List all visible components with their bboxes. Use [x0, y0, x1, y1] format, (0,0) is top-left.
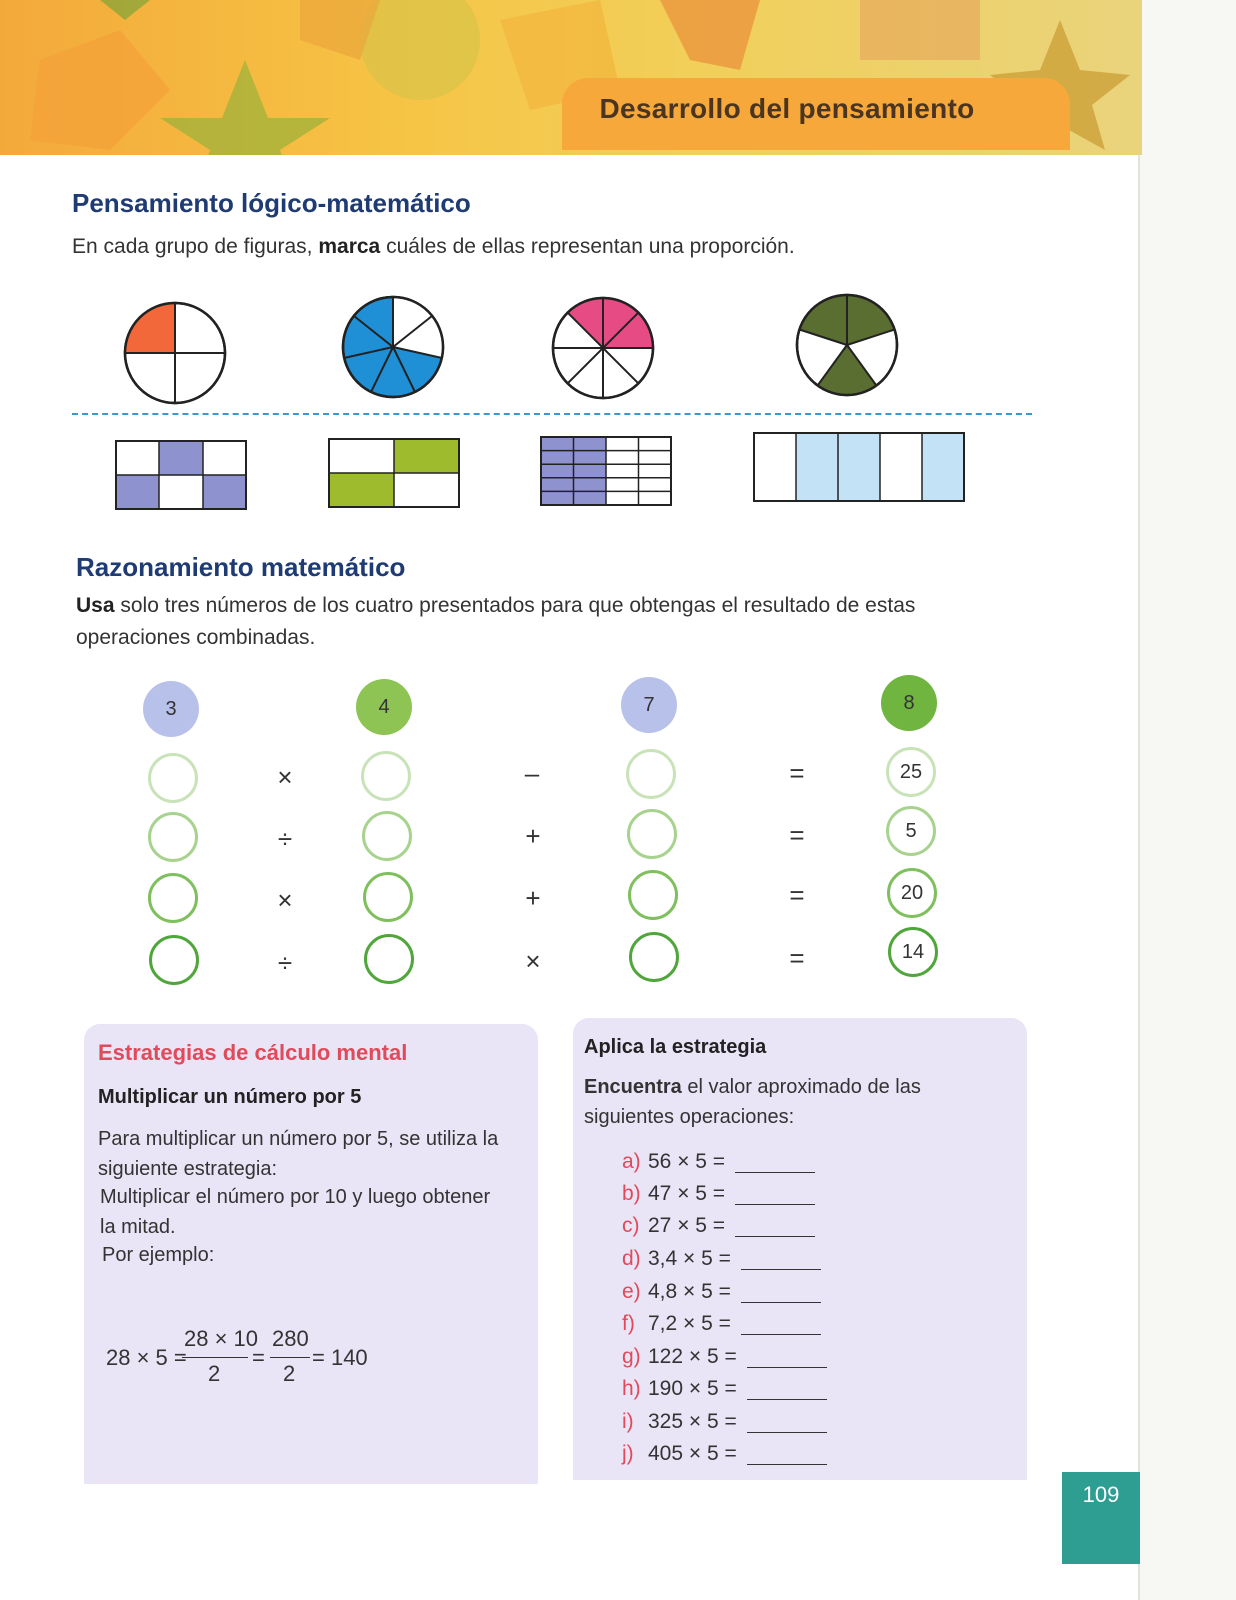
exercise-row — [622, 1406, 827, 1438]
section1-title: Pensamiento lógico-matemático — [72, 188, 471, 218]
exercise-expression: 56 × 5 = — [648, 1150, 726, 1173]
number-7-circle: 7 — [621, 677, 677, 733]
exercise-row — [622, 1146, 815, 1178]
instruction-text: solo tres números de los cuatro presentados para que obtengas el resultado de estas operaciones combinadas. — [76, 594, 916, 649]
apply-instruction-2: siguientes operaciones: — [584, 1106, 795, 1128]
exercise-expression: 122 × 5 = — [648, 1345, 737, 1368]
answer-slot[interactable] — [629, 932, 679, 982]
exercise-letter: c) — [622, 1214, 640, 1237]
answer-slot[interactable] — [628, 870, 678, 920]
section1-instruction — [72, 230, 795, 264]
rect-figure-4[interactable] — [753, 432, 967, 504]
answer-slot[interactable] — [626, 749, 676, 799]
operator: × — [525, 946, 541, 976]
number-3-circle: 3 — [143, 681, 199, 737]
answer-blank[interactable] — [747, 1347, 827, 1368]
exercise-expression: 4,8 × 5 = — [648, 1280, 731, 1303]
exercise-expression: 7,2 × 5 = — [648, 1312, 731, 1335]
strategy-subtitle: Multiplicar un número por 5 — [98, 1086, 362, 1108]
exercise-expression: 27 × 5 = — [648, 1214, 726, 1237]
answer-slot[interactable] — [148, 873, 198, 923]
exercise-expression: 190 × 5 = — [648, 1377, 737, 1400]
strategy-line-3: Multiplicar el número por 10 y luego obtener — [100, 1186, 491, 1208]
apply-title: Aplica la estrategia — [584, 1036, 767, 1058]
result-circle: 14 — [888, 927, 938, 977]
fraction1-numerator: 28 × 10 — [184, 1326, 259, 1351]
equals-sign: = — [789, 758, 805, 788]
exercise-expression: 47 × 5 = — [648, 1182, 726, 1205]
header-banner — [0, 0, 1142, 155]
exercise-row — [622, 1438, 827, 1470]
fraction1-bar — [182, 1357, 248, 1358]
answer-slot[interactable] — [149, 935, 199, 985]
operator: + — [525, 821, 541, 851]
page-edge-line — [1138, 0, 1140, 1600]
answer-blank[interactable] — [735, 1216, 815, 1237]
instruction-bold: Encuentra — [584, 1076, 682, 1098]
equals-sign: = — [789, 943, 805, 973]
exercise-row — [622, 1341, 827, 1373]
answer-blank[interactable] — [735, 1184, 815, 1205]
exercise-row — [622, 1373, 827, 1405]
fraction1-denominator: 2 — [208, 1361, 221, 1386]
answer-blank[interactable] — [741, 1249, 821, 1270]
answer-blank[interactable] — [735, 1152, 815, 1173]
apply-instruction-1 — [584, 1072, 921, 1102]
fraction2-bar — [270, 1357, 310, 1358]
circle-figure-3[interactable] — [548, 293, 658, 403]
number-8-circle: 8 — [881, 675, 937, 731]
strategy-line-1: Para multiplicar un número por 5, se utiliza la — [98, 1128, 499, 1150]
operator: ÷ — [277, 948, 293, 978]
exercise-letter: h) — [622, 1377, 641, 1400]
rect-figure-2[interactable] — [328, 438, 462, 510]
result-circle: 25 — [886, 747, 936, 797]
answer-slot[interactable] — [361, 751, 411, 801]
answer-slot[interactable] — [364, 934, 414, 984]
exercise-letter: f) — [622, 1312, 635, 1335]
equals-sign: = — [789, 880, 805, 910]
instruction-bold: Usa — [76, 594, 115, 617]
equals-sign: = — [789, 820, 805, 850]
answer-blank[interactable] — [747, 1412, 827, 1433]
operator: ÷ — [277, 824, 293, 854]
exercise-expression: 325 × 5 = — [648, 1410, 737, 1433]
answer-blank[interactable] — [741, 1282, 821, 1303]
circle-figure-1[interactable] — [120, 298, 230, 408]
answer-blank[interactable] — [741, 1314, 821, 1335]
exercise-row — [622, 1243, 821, 1275]
result-circle: 5 — [886, 806, 936, 856]
instruction-text: el valor aproximado de las — [687, 1076, 921, 1098]
exercise-letter: e) — [622, 1280, 641, 1303]
example-result: = 140 — [312, 1345, 368, 1370]
exercise-letter: i) — [622, 1410, 634, 1433]
strategy-title: Estrategias de cálculo mental — [98, 1040, 408, 1065]
answer-blank[interactable] — [747, 1379, 827, 1400]
instruction-text: En cada grupo de figuras, — [72, 235, 313, 258]
exercise-letter: g) — [622, 1345, 641, 1368]
answer-slot[interactable] — [362, 811, 412, 861]
exercise-expression: 3,4 × 5 = — [648, 1247, 731, 1270]
instruction-bold: marca — [318, 235, 381, 258]
exercise-letter: b) — [622, 1182, 641, 1205]
answer-slot[interactable] — [363, 872, 413, 922]
number-4-circle: 4 — [356, 679, 412, 735]
operator: × — [277, 885, 293, 915]
circle-figure-2[interactable] — [338, 292, 448, 402]
exercise-row — [622, 1276, 821, 1308]
answer-slot[interactable] — [148, 812, 198, 862]
strategy-line-2: siguiente estrategia: — [98, 1158, 278, 1180]
exercise-letter: j) — [622, 1442, 634, 1465]
dashed-divider — [72, 413, 1032, 415]
rect-figure-1[interactable] — [115, 440, 249, 512]
strategy-line-5: Por ejemplo: — [102, 1244, 215, 1266]
example-equals: = — [252, 1345, 265, 1370]
example-left: 28 × 5 = — [106, 1345, 187, 1370]
exercise-expression: 405 × 5 = — [648, 1442, 737, 1465]
operator: + — [525, 883, 541, 913]
exercise-letter: a) — [622, 1150, 641, 1173]
circle-figure-4[interactable] — [792, 290, 902, 400]
fraction2-denominator: 2 — [283, 1361, 296, 1386]
section2-title: Razonamiento matemático — [76, 552, 406, 582]
fraction2-numerator: 280 — [272, 1326, 309, 1351]
result-circle: 20 — [887, 868, 937, 918]
strategy-line-4: la mitad. — [100, 1216, 176, 1238]
exercise-letter: d) — [622, 1247, 641, 1270]
operator: × — [277, 762, 293, 792]
answer-slot[interactable] — [627, 809, 677, 859]
answer-blank[interactable] — [747, 1444, 827, 1465]
exercise-row — [622, 1178, 815, 1210]
section2-instruction — [76, 590, 996, 654]
exercise-row — [622, 1308, 821, 1340]
operator: – — [524, 758, 540, 788]
answer-slot[interactable] — [148, 753, 198, 803]
page-number: 109 — [1062, 1472, 1140, 1564]
exercise-row — [622, 1210, 815, 1242]
header-title: Desarrollo del pensamiento — [599, 93, 975, 124]
page-margin — [1140, 0, 1236, 1600]
rect-figure-3[interactable] — [540, 436, 674, 508]
instruction-text: cuáles de ellas representan una proporción. — [386, 235, 795, 258]
